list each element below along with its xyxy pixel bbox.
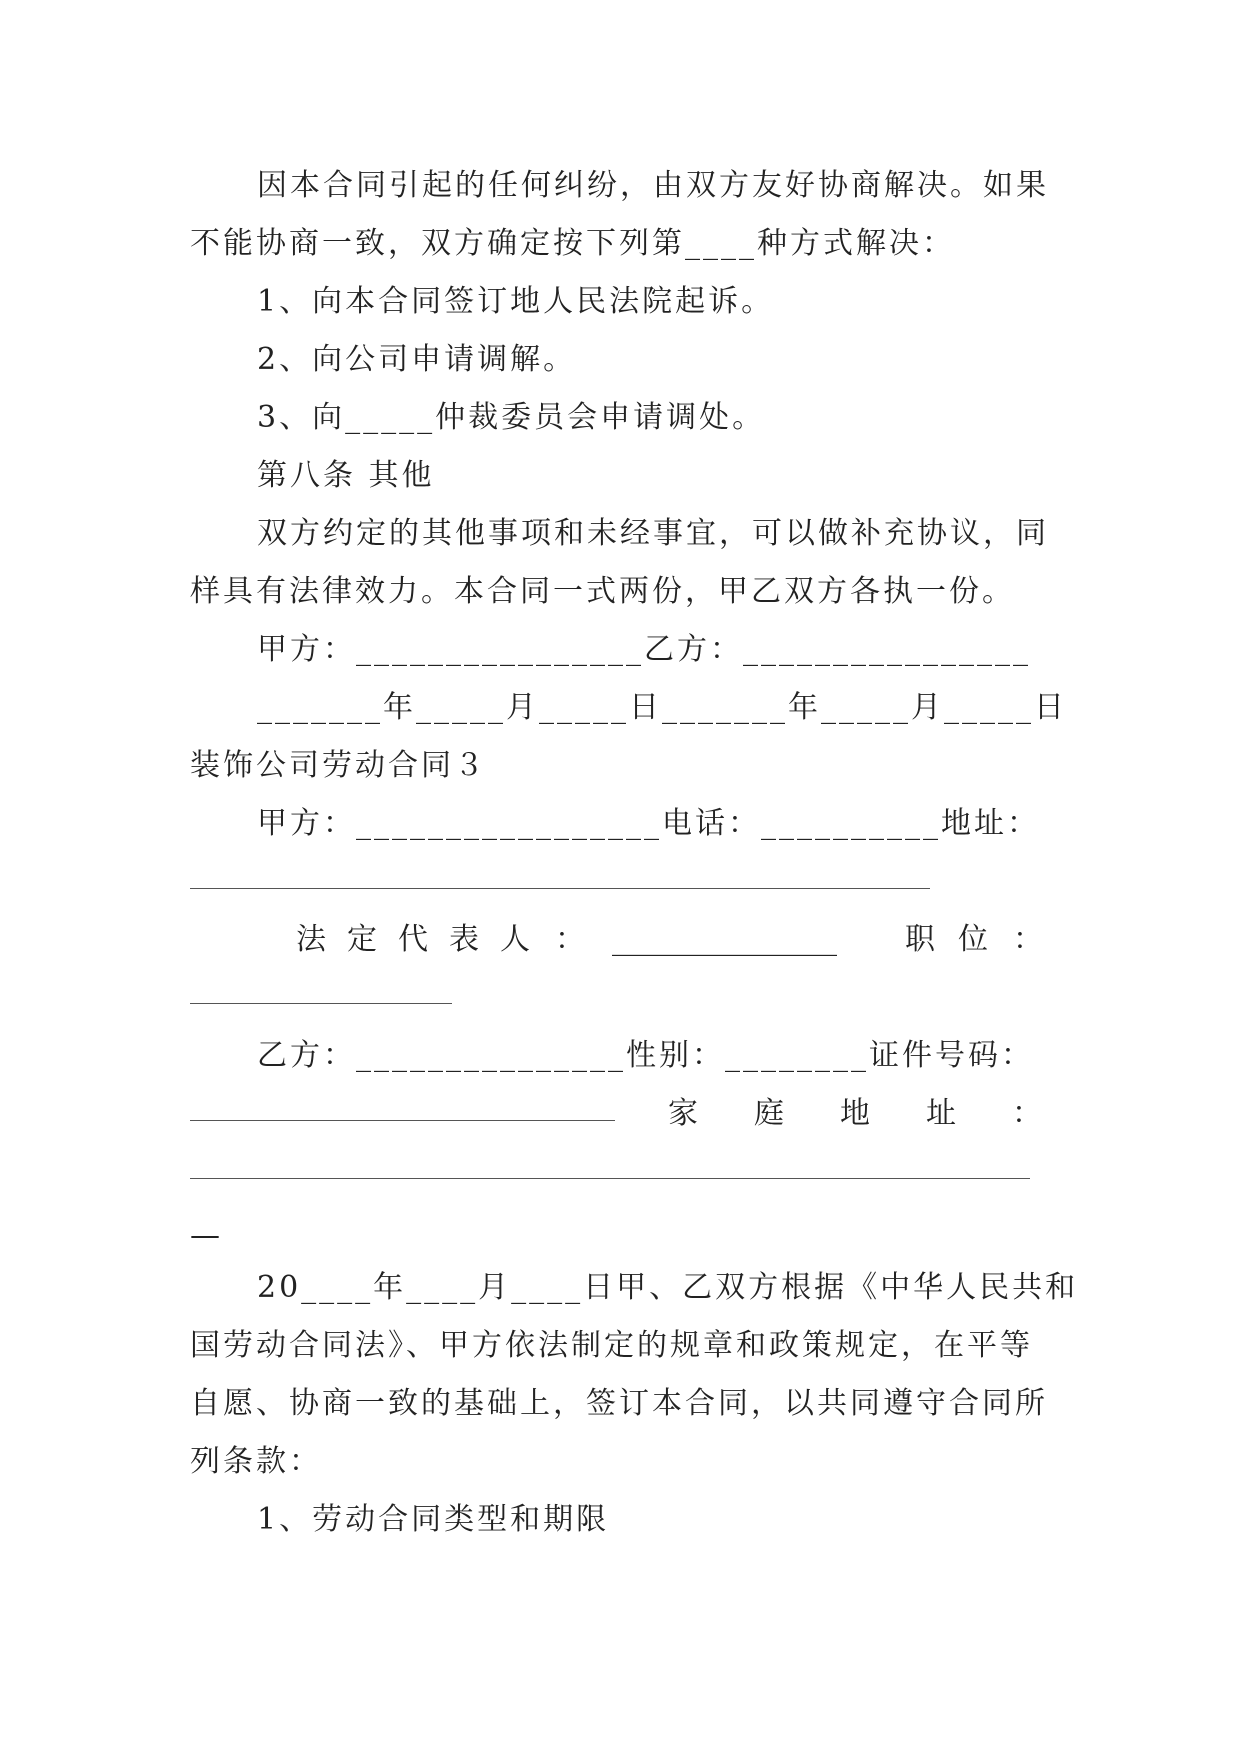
legal-rep-char: ： [555, 922, 585, 957]
position-char: ： [1013, 922, 1043, 957]
list-item-mediation: 2、向公司申请调解。 [257, 342, 577, 377]
legal-rep-char: 定 [347, 922, 377, 957]
list-item-lawsuit: 1、向本合同签订地人民法院起诉。 [257, 284, 775, 319]
paragraph-other-line1: 双方约定的其他事项和未经事宜，可以做补充协议，同 [257, 516, 1049, 551]
article-8-heading: 第八条 其他 [257, 458, 435, 493]
paragraph-dispute-line1: 因本合同引起的任何纠纷，由双方友好协商解决。如果 [257, 168, 1049, 203]
position-blank-rule [190, 1003, 452, 1004]
section-1-heading: 1、劳动合同类型和期限 [257, 1502, 610, 1537]
position-char: 位 [958, 922, 988, 957]
id-number-blank-rule [190, 1120, 615, 1121]
legal-rep-char: 法 [296, 922, 326, 957]
contract-3-title: 装饰公司劳动合同３ [190, 748, 487, 783]
paragraph-agreement-line4: 列条款： [190, 1444, 322, 1479]
legal-rep-char: 表 [449, 922, 479, 957]
paragraph-other-line2: 样具有法律效力。本合同一式两份，甲乙双方各执一份。 [190, 574, 1015, 609]
list-item-arbitration: 3、向_____仲裁委员会申请调处。 [257, 400, 766, 435]
legal-rep-blank: _______________ [612, 922, 837, 957]
home-address-char: 址 [926, 1096, 956, 1131]
paragraph-agreement-line2: 国劳动合同法》、甲方依法制定的规章和政策规定，在平等 [190, 1328, 1033, 1363]
date-line: _______年_____月_____日_______年_____月_____日 [257, 690, 1067, 725]
home-address-char: ： [1012, 1096, 1042, 1131]
paragraph-agreement-line3: 自愿、协商一致的基础上，签订本合同，以共同遵守合同所 [190, 1386, 1048, 1421]
home-address-char: 家 [668, 1096, 698, 1131]
home-address-char: 地 [840, 1096, 870, 1131]
party-a-line: 甲方：_________________电话：__________地址： [257, 806, 1040, 841]
signature-line: 甲方：________________乙方：________________ [257, 632, 1031, 667]
party-b-line: 乙方：_______________性别：________证件号码： [257, 1038, 1034, 1073]
legal-rep-char: 人 [500, 922, 530, 957]
paragraph-agreement-line1: 20____年____月____日甲、乙双方根据《中华人民共和 [257, 1270, 1079, 1305]
address-blank-rule [190, 888, 930, 889]
paragraph-dispute-line2: 不能协商一致，双方确定按下列第____种方式解决： [190, 226, 955, 261]
home-address-blank-rule [190, 1178, 1030, 1179]
home-address-blank-tail: — [190, 1218, 220, 1253]
home-address-char: 庭 [754, 1096, 784, 1131]
legal-rep-char: 代 [398, 922, 428, 957]
position-char: 职 [905, 922, 935, 957]
